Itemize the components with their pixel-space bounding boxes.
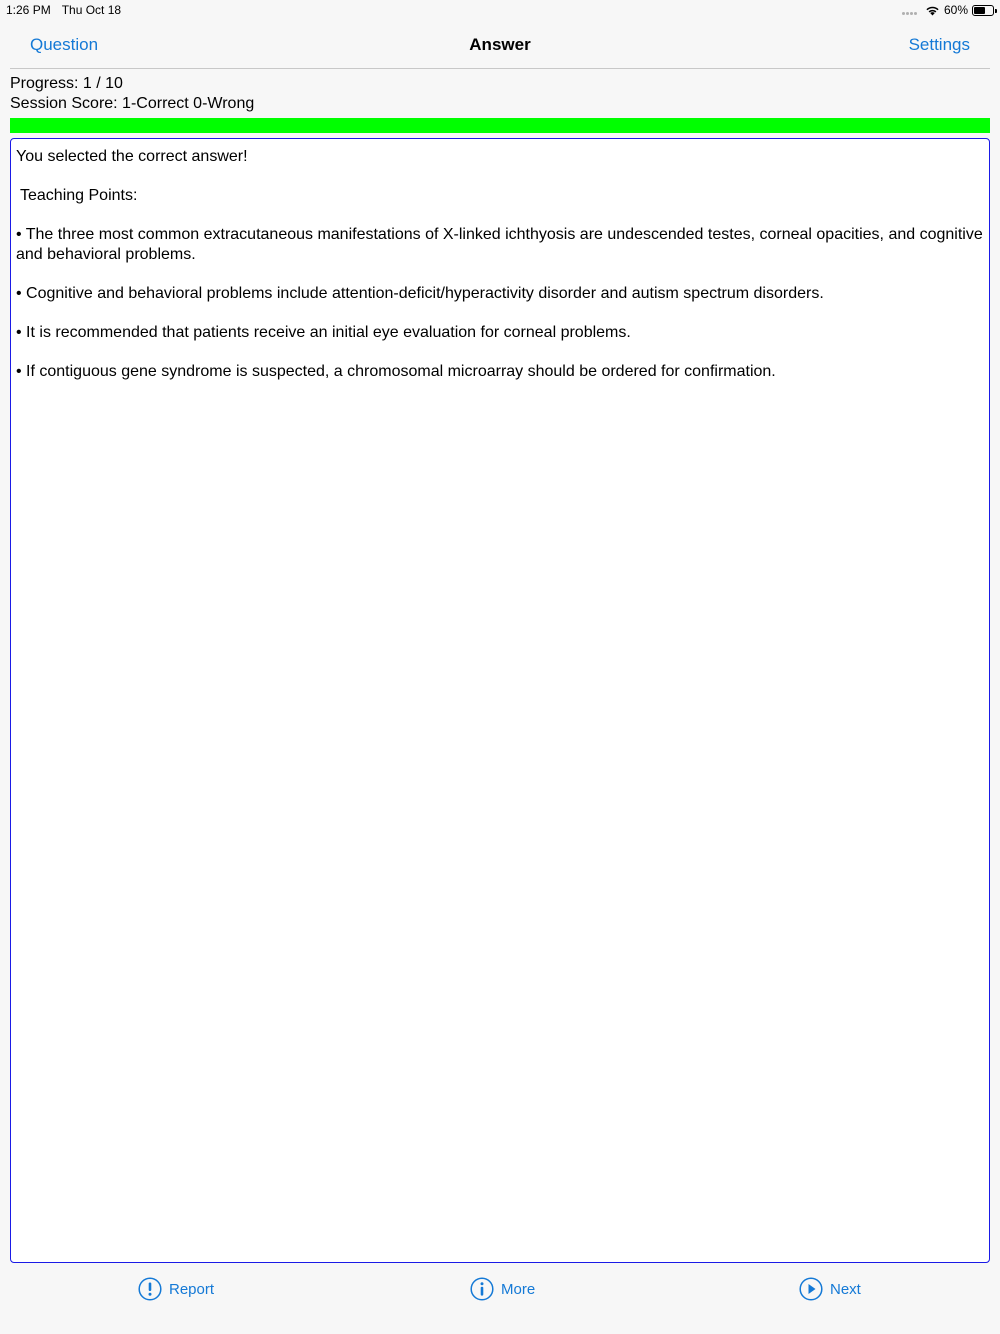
teaching-points-heading: Teaching Points: [20,187,138,204]
battery-nub [995,9,997,13]
wifi-icon [925,5,940,16]
teaching-point: • Cognitive and behavioral problems include attention-deficit/hyperactivity disorder and autism spectrum disorders. [16,285,824,302]
info-circle-icon [470,1277,494,1301]
question-nav-button[interactable]: Question [30,35,99,54]
teaching-point: • If contiguous gene syndrome is suspected, a chromosomal microarray should be ordered for confirmation. [16,363,776,380]
exclamation-circle-icon [138,1277,162,1301]
battery-percent: 60% [943,3,968,17]
next-button[interactable] [799,1277,861,1301]
navigation-bar [10,22,990,69]
settings-nav-button[interactable]: Settings [908,35,970,54]
status-right [902,3,994,17]
progress-info [10,74,254,114]
report-label: Report [169,1280,215,1298]
result-text: You selected the correct answer! [16,148,248,165]
status-left [6,3,121,17]
cellular-signal-icon [902,12,917,15]
more-label: More [501,1280,536,1298]
play-circle-icon [799,1277,823,1301]
progress-bar [10,118,990,133]
teaching-point: • The three most common extracutaneous manifestations of X-linked ichthyosis are undescended testes, corneal opacities, and cognitive and behavioral problems. [16,226,983,263]
session-score-text: Session Score: 1-Correct 0-Wrong [10,95,255,112]
report-button[interactable] [138,1277,214,1301]
progress-bar-fill [10,118,990,133]
more-button[interactable] [470,1277,535,1301]
page-title: Answer [469,35,531,54]
next-label: Next [830,1280,861,1298]
answer-content[interactable] [10,138,990,1263]
bottom-toolbar [0,1263,1000,1334]
status-bar [0,0,1000,22]
progress-text: Progress: 1 / 10 [10,75,123,92]
battery-icon [972,5,994,16]
teaching-point: • It is recommended that patients receive an initial eye evaluation for corneal problems. [16,324,631,341]
status-date: Thu Oct 18 [61,3,122,17]
status-time: 1:26 PM [6,3,51,17]
battery-level-fill [974,7,985,14]
